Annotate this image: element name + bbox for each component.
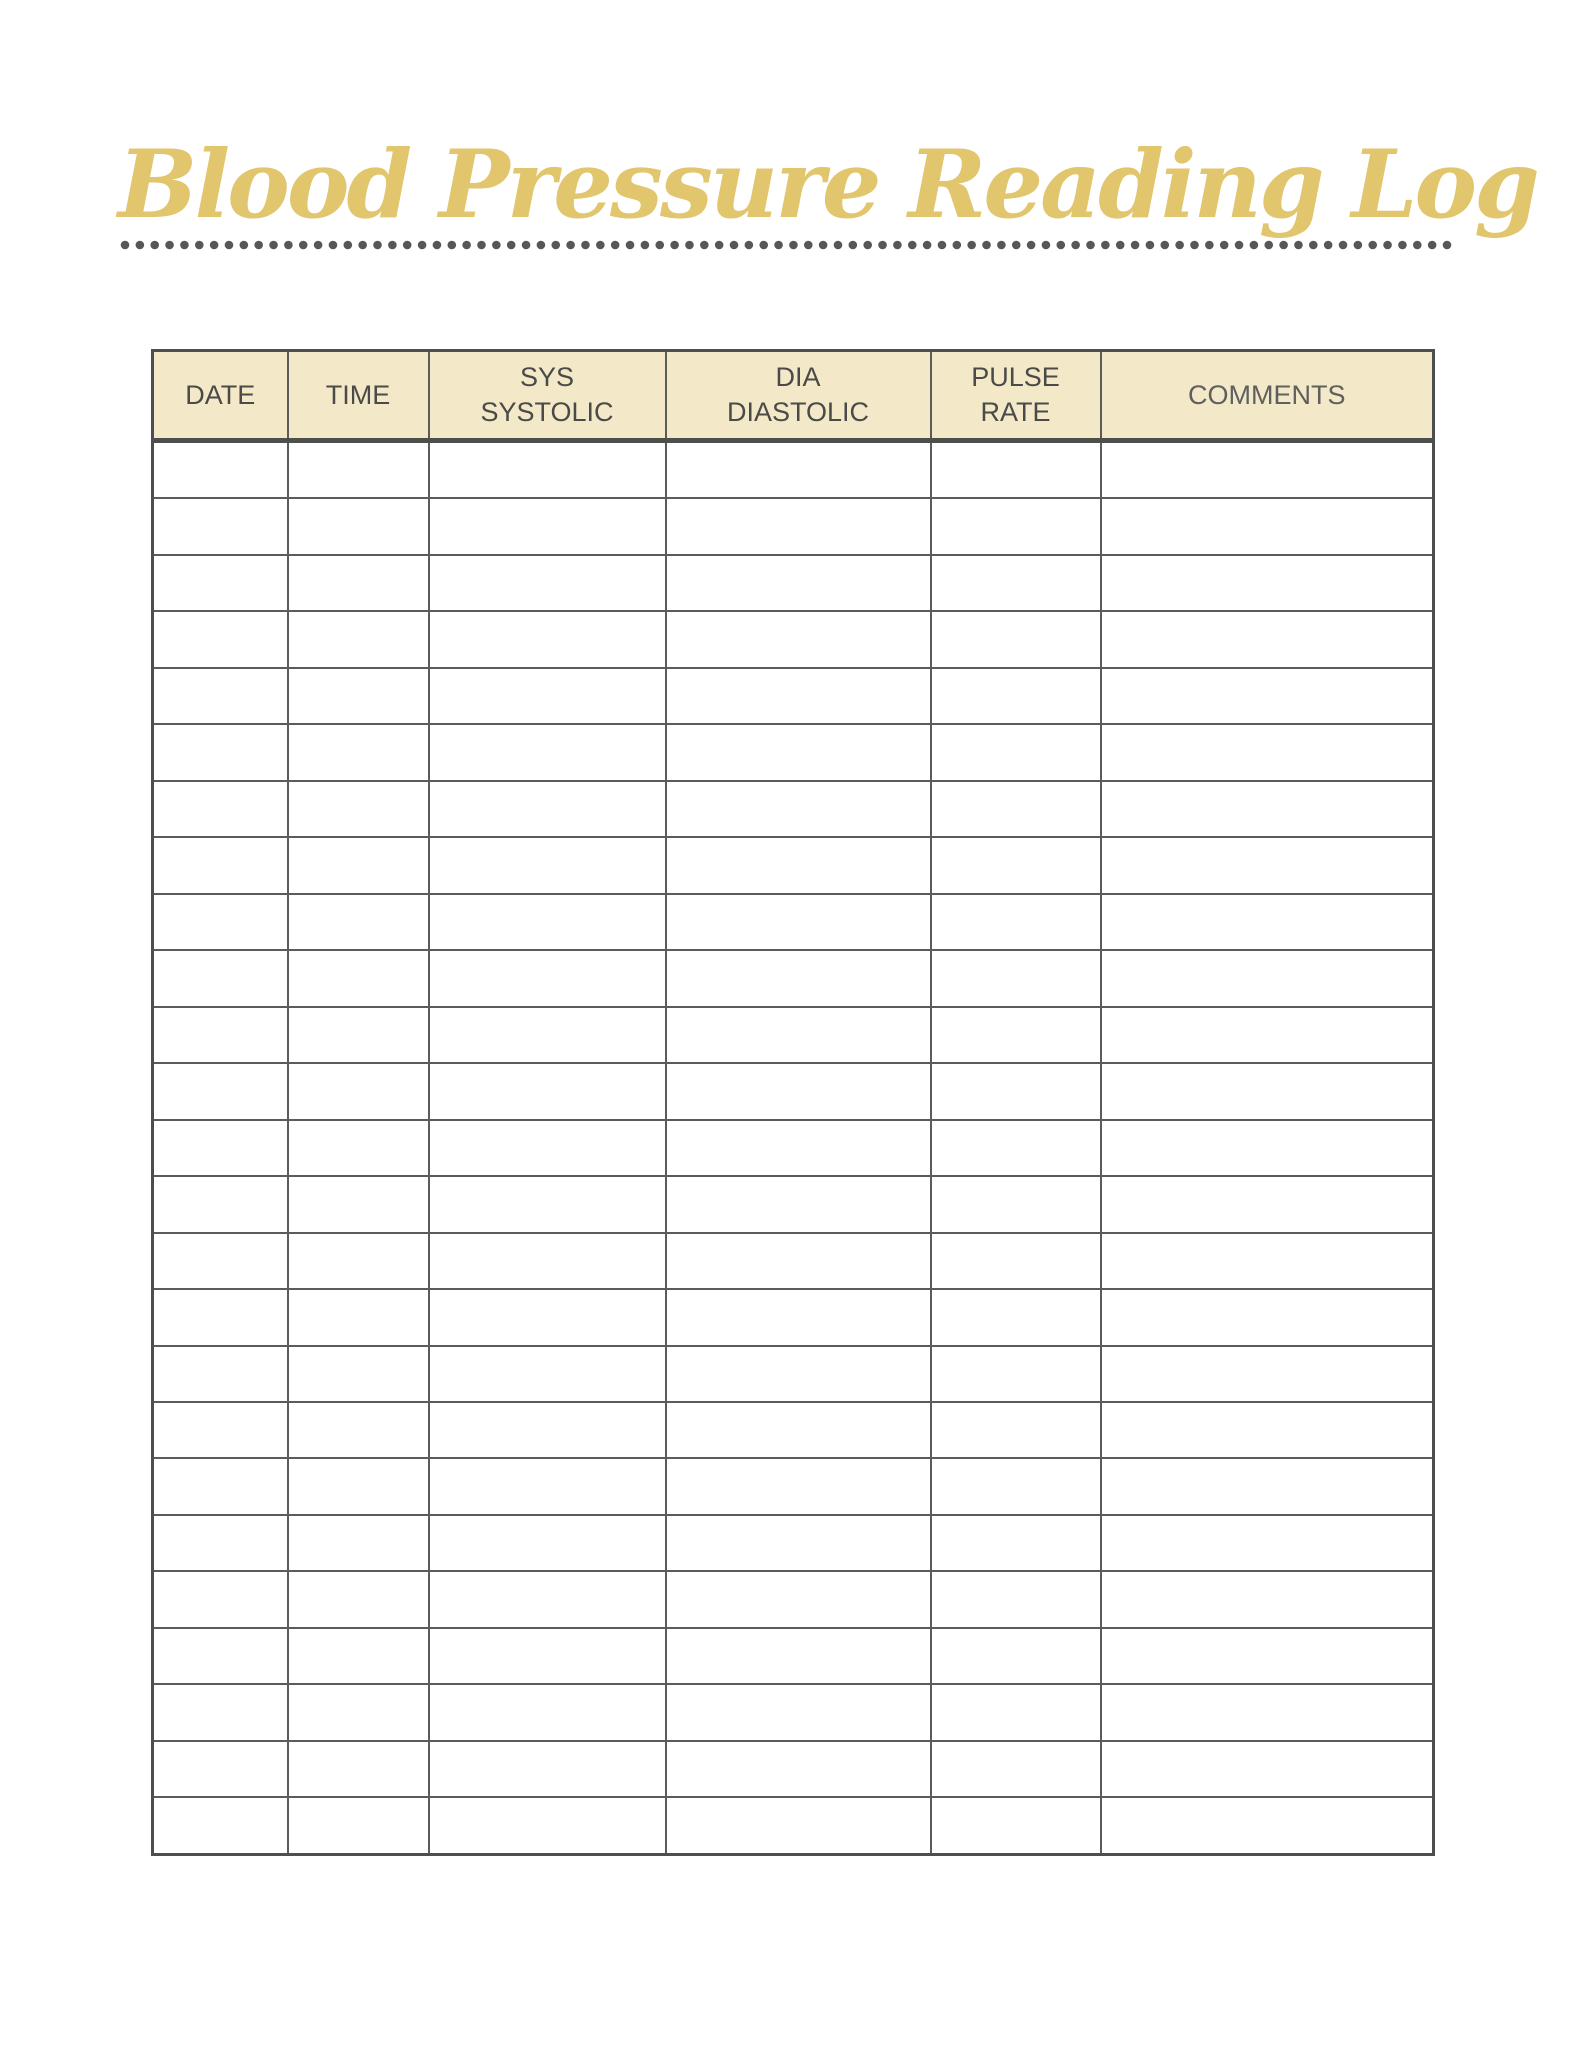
cell-diastolic[interactable]: [666, 1233, 931, 1289]
cell-pulse-rate[interactable]: [931, 1515, 1101, 1571]
divider-dot: [1220, 241, 1229, 250]
cell-comments[interactable]: [1101, 950, 1434, 1006]
divider-dot: [1339, 241, 1348, 250]
table-row: [153, 611, 1434, 667]
cell-comments[interactable]: [1101, 1233, 1434, 1289]
cell-time[interactable]: [288, 781, 429, 837]
divider-dot: [626, 241, 635, 250]
cell-time[interactable]: [288, 894, 429, 950]
cell-comments[interactable]: [1101, 1741, 1434, 1797]
cell-comments[interactable]: [1101, 1684, 1434, 1740]
divider-dot: [774, 241, 783, 250]
divider-dot: [537, 241, 546, 250]
cell-time[interactable]: [288, 1797, 429, 1854]
header-pulse-rate: PULSE RATE: [931, 351, 1101, 441]
header-comments: COMMENTS: [1101, 351, 1434, 441]
divider-dot: [1160, 241, 1169, 250]
table-body: [153, 441, 1434, 1855]
cell-date[interactable]: [153, 1515, 288, 1571]
dotted-divider: [118, 238, 1454, 252]
table-row: [153, 1628, 1434, 1684]
cell-pulse-rate[interactable]: [931, 1684, 1101, 1740]
divider-dot: [1250, 241, 1259, 250]
divider-dot: [611, 241, 620, 250]
cell-diastolic[interactable]: [666, 724, 931, 780]
cell-diastolic[interactable]: [666, 611, 931, 667]
cell-systolic[interactable]: [429, 1741, 666, 1797]
divider-dot: [1294, 241, 1303, 250]
cell-diastolic[interactable]: [666, 837, 931, 893]
table-row: [153, 1797, 1434, 1854]
cell-comments[interactable]: [1101, 1346, 1434, 1402]
cell-pulse-rate[interactable]: [931, 668, 1101, 724]
table-row: [153, 1176, 1434, 1232]
cell-systolic[interactable]: [429, 724, 666, 780]
cell-systolic[interactable]: [429, 1346, 666, 1402]
divider-dot: [447, 241, 456, 250]
cell-date[interactable]: [153, 724, 288, 780]
divider-dot: [1398, 241, 1407, 250]
cell-diastolic[interactable]: [666, 950, 931, 1006]
cell-pulse-rate[interactable]: [931, 1120, 1101, 1176]
divider-dot: [418, 241, 427, 250]
divider-dot: [849, 241, 858, 250]
divider-dot: [1354, 241, 1363, 250]
divider-dot: [344, 241, 353, 250]
divider-dot: [225, 241, 234, 250]
divider-dot: [789, 241, 798, 250]
divider-dot: [522, 241, 531, 250]
cell-systolic[interactable]: [429, 1684, 666, 1740]
cell-time[interactable]: [288, 1571, 429, 1627]
cell-systolic[interactable]: [429, 1233, 666, 1289]
cell-comments[interactable]: [1101, 781, 1434, 837]
divider-dot: [195, 241, 204, 250]
table-header: [153, 351, 1434, 441]
cell-date[interactable]: [153, 1741, 288, 1797]
table-row: [153, 1571, 1434, 1627]
divider-dot: [1190, 241, 1199, 250]
divider-dot: [1042, 241, 1051, 250]
cell-pulse-rate[interactable]: [931, 1007, 1101, 1063]
cell-systolic[interactable]: [429, 1515, 666, 1571]
cell-pulse-rate[interactable]: [931, 1458, 1101, 1514]
cell-systolic[interactable]: [429, 1797, 666, 1854]
cell-systolic[interactable]: [429, 894, 666, 950]
table-row: [153, 1289, 1434, 1345]
cell-diastolic[interactable]: [666, 1458, 931, 1514]
divider-dot: [670, 241, 679, 250]
divider-dot: [715, 241, 724, 250]
cell-date[interactable]: [153, 668, 288, 724]
divider-dot: [1116, 241, 1125, 250]
divider-dot: [1071, 241, 1080, 250]
cell-diastolic[interactable]: [666, 1571, 931, 1627]
divider-dot: [596, 241, 605, 250]
cell-time[interactable]: [288, 1458, 429, 1514]
cell-comments[interactable]: [1101, 724, 1434, 780]
divider-dot: [403, 241, 412, 250]
cell-comments[interactable]: [1101, 668, 1434, 724]
divider-dot: [1264, 241, 1273, 250]
divider-dot: [1131, 241, 1140, 250]
divider-dot: [240, 241, 249, 250]
divider-dot: [1413, 241, 1422, 250]
table-row: [153, 1458, 1434, 1514]
divider-dot: [1383, 241, 1392, 250]
table-row: [153, 1063, 1434, 1119]
cell-comments[interactable]: [1101, 1120, 1434, 1176]
cell-diastolic[interactable]: [666, 1007, 931, 1063]
cell-comments[interactable]: [1101, 837, 1434, 893]
cell-time[interactable]: [288, 1628, 429, 1684]
divider-dot: [685, 241, 694, 250]
cell-time[interactable]: [288, 611, 429, 667]
cell-comments[interactable]: [1101, 1515, 1434, 1571]
cell-pulse-rate[interactable]: [931, 555, 1101, 611]
cell-pulse-rate[interactable]: [931, 1063, 1101, 1119]
table-row: [153, 555, 1434, 611]
cell-diastolic[interactable]: [666, 1402, 931, 1458]
divider-dot: [284, 241, 293, 250]
table-row: [153, 781, 1434, 837]
cell-date[interactable]: [153, 781, 288, 837]
cell-comments[interactable]: [1101, 1458, 1434, 1514]
cell-pulse-rate[interactable]: [931, 781, 1101, 837]
divider-dot: [329, 241, 338, 250]
cell-systolic[interactable]: [429, 1063, 666, 1119]
divider-dot: [759, 241, 768, 250]
cell-systolic[interactable]: [429, 837, 666, 893]
divider-dot: [388, 241, 397, 250]
table-row: [153, 1741, 1434, 1797]
cell-systolic[interactable]: [429, 1458, 666, 1514]
cell-date[interactable]: [153, 441, 288, 499]
divider-dot: [1279, 241, 1288, 250]
cell-date[interactable]: [153, 1402, 288, 1458]
divider-dot: [269, 241, 278, 250]
table-row: [153, 1684, 1434, 1740]
cell-diastolic[interactable]: [666, 441, 931, 499]
divider-dot: [1146, 241, 1155, 250]
cell-diastolic[interactable]: [666, 781, 931, 837]
cell-pulse-rate[interactable]: [931, 1176, 1101, 1232]
divider-dot: [1027, 241, 1036, 250]
cell-comments[interactable]: [1101, 1007, 1434, 1063]
cell-date[interactable]: [153, 1628, 288, 1684]
cell-systolic[interactable]: [429, 781, 666, 837]
cell-diastolic[interactable]: [666, 1684, 931, 1740]
divider-dot: [1309, 241, 1318, 250]
cell-date[interactable]: [153, 555, 288, 611]
cell-pulse-rate[interactable]: [931, 1289, 1101, 1345]
divider-dot: [804, 241, 813, 250]
cell-time[interactable]: [288, 1346, 429, 1402]
divider-dot: [1086, 241, 1095, 250]
cell-date[interactable]: [153, 498, 288, 554]
cell-systolic[interactable]: [429, 668, 666, 724]
cell-comments[interactable]: [1101, 611, 1434, 667]
divider-dot: [1443, 241, 1452, 250]
cell-pulse-rate[interactable]: [931, 837, 1101, 893]
cell-comments[interactable]: [1101, 1797, 1434, 1854]
cell-diastolic[interactable]: [666, 668, 931, 724]
cell-systolic[interactable]: [429, 1628, 666, 1684]
divider-dot: [1428, 241, 1437, 250]
cell-comments[interactable]: [1101, 555, 1434, 611]
cell-date[interactable]: [153, 1063, 288, 1119]
cell-pulse-rate[interactable]: [931, 950, 1101, 1006]
divider-dot: [1205, 241, 1214, 250]
divider-dot: [373, 241, 382, 250]
divider-dot: [997, 241, 1006, 250]
divider-dot: [433, 241, 442, 250]
cell-time[interactable]: [288, 950, 429, 1006]
cell-systolic[interactable]: [429, 950, 666, 1006]
cell-diastolic[interactable]: [666, 1515, 931, 1571]
cell-diastolic[interactable]: [666, 1628, 931, 1684]
divider-dot: [745, 241, 754, 250]
cell-time[interactable]: [288, 441, 429, 499]
table-row: [153, 894, 1434, 950]
cell-date[interactable]: [153, 1571, 288, 1627]
cell-systolic[interactable]: [429, 441, 666, 499]
divider-dot: [180, 241, 189, 250]
cell-time[interactable]: [288, 555, 429, 611]
blood-pressure-log-table: [151, 349, 1435, 1856]
divider-dot: [908, 241, 917, 250]
divider-dot: [700, 241, 709, 250]
table-row: [153, 1402, 1434, 1458]
cell-time[interactable]: [288, 1684, 429, 1740]
cell-diastolic[interactable]: [666, 1063, 931, 1119]
cell-pulse-rate[interactable]: [931, 1233, 1101, 1289]
cell-diastolic[interactable]: [666, 498, 931, 554]
cell-pulse-rate[interactable]: [931, 894, 1101, 950]
cell-comments[interactable]: [1101, 894, 1434, 950]
divider-dot: [121, 241, 130, 250]
divider-dot: [254, 241, 263, 250]
cell-pulse-rate[interactable]: [931, 1741, 1101, 1797]
divider-dot: [953, 241, 962, 250]
cell-comments[interactable]: [1101, 1289, 1434, 1345]
table-row: [153, 1120, 1434, 1176]
divider-dot: [1175, 241, 1184, 250]
cell-diastolic[interactable]: [666, 1797, 931, 1854]
cell-diastolic[interactable]: [666, 1289, 931, 1345]
cell-systolic[interactable]: [429, 1120, 666, 1176]
cell-pulse-rate[interactable]: [931, 1797, 1101, 1854]
divider-dot: [967, 241, 976, 250]
divider-dot: [566, 241, 575, 250]
divider-dot: [655, 241, 664, 250]
cell-systolic[interactable]: [429, 1402, 666, 1458]
cell-comments[interactable]: [1101, 1628, 1434, 1684]
cell-systolic[interactable]: [429, 555, 666, 611]
divider-dot: [492, 241, 501, 250]
cell-time[interactable]: [288, 724, 429, 780]
divider-dot: [730, 241, 739, 250]
divider-dot: [1101, 241, 1110, 250]
cell-pulse-rate[interactable]: [931, 1628, 1101, 1684]
header-systolic: SYS SYSTOLIC: [429, 351, 666, 441]
cell-comments[interactable]: [1101, 1176, 1434, 1232]
cell-time[interactable]: [288, 1120, 429, 1176]
divider-dot: [358, 241, 367, 250]
cell-time[interactable]: [288, 1063, 429, 1119]
cell-pulse-rate[interactable]: [931, 1346, 1101, 1402]
header-time: TIME: [288, 351, 429, 441]
table-row: [153, 441, 1434, 499]
divider-dot: [641, 241, 650, 250]
cell-date[interactable]: [153, 1233, 288, 1289]
cell-systolic[interactable]: [429, 611, 666, 667]
header-diastolic: DIA DIASTOLIC: [666, 351, 931, 441]
divider-dot: [834, 241, 843, 250]
cell-time[interactable]: [288, 668, 429, 724]
cell-time[interactable]: [288, 837, 429, 893]
divider-dot: [982, 241, 991, 250]
divider-dot: [581, 241, 590, 250]
divider-dot: [1057, 241, 1066, 250]
divider-dot: [551, 241, 560, 250]
divider-dot: [165, 241, 174, 250]
cell-date[interactable]: [153, 1007, 288, 1063]
cell-pulse-rate[interactable]: [931, 498, 1101, 554]
cell-systolic[interactable]: [429, 1571, 666, 1627]
cell-diastolic[interactable]: [666, 894, 931, 950]
divider-dot: [210, 241, 219, 250]
cell-time[interactable]: [288, 1176, 429, 1232]
divider-dot: [1235, 241, 1244, 250]
table-row: [153, 1233, 1434, 1289]
cell-comments[interactable]: [1101, 498, 1434, 554]
cell-diastolic[interactable]: [666, 1120, 931, 1176]
divider-dot: [893, 241, 902, 250]
cell-systolic[interactable]: [429, 1176, 666, 1232]
cell-pulse-rate[interactable]: [931, 441, 1101, 499]
divider-dot: [819, 241, 828, 250]
cell-comments[interactable]: [1101, 441, 1434, 499]
divider-dot: [1012, 241, 1021, 250]
cell-time[interactable]: [288, 1233, 429, 1289]
divider-dot: [477, 241, 486, 250]
table-row: [153, 1007, 1434, 1063]
cell-pulse-rate[interactable]: [931, 1571, 1101, 1627]
cell-date[interactable]: [153, 1797, 288, 1854]
cell-diastolic[interactable]: [666, 1741, 931, 1797]
table-row: [153, 1515, 1434, 1571]
table-row: [153, 724, 1434, 780]
header-date: DATE: [153, 351, 288, 441]
divider-dot: [136, 241, 145, 250]
cell-date[interactable]: [153, 837, 288, 893]
cell-systolic[interactable]: [429, 498, 666, 554]
cell-pulse-rate[interactable]: [931, 611, 1101, 667]
cell-pulse-rate[interactable]: [931, 724, 1101, 780]
cell-time[interactable]: [288, 1741, 429, 1797]
cell-time[interactable]: [288, 1007, 429, 1063]
cell-date[interactable]: [153, 1346, 288, 1402]
cell-diastolic[interactable]: [666, 555, 931, 611]
cell-time[interactable]: [288, 1402, 429, 1458]
divider-dot: [923, 241, 932, 250]
cell-diastolic[interactable]: [666, 1176, 931, 1232]
divider-dot: [878, 241, 887, 250]
cell-time[interactable]: [288, 1289, 429, 1345]
divider-dot: [863, 241, 872, 250]
cell-comments[interactable]: [1101, 1571, 1434, 1627]
table-row: [153, 950, 1434, 1006]
divider-dot: [507, 241, 516, 250]
divider-dot: [150, 241, 159, 250]
divider-dot: [299, 241, 308, 250]
cell-comments[interactable]: [1101, 1402, 1434, 1458]
table-row: [153, 837, 1434, 893]
cell-date[interactable]: [153, 1176, 288, 1232]
divider-dot: [462, 241, 471, 250]
cell-date[interactable]: [153, 1120, 288, 1176]
page-title: Blood Pressure Reading Log: [118, 130, 1537, 240]
cell-diastolic[interactable]: [666, 1346, 931, 1402]
divider-dot: [938, 241, 947, 250]
cell-time[interactable]: [288, 1515, 429, 1571]
cell-date[interactable]: [153, 894, 288, 950]
cell-systolic[interactable]: [429, 1007, 666, 1063]
cell-date[interactable]: [153, 611, 288, 667]
divider-dot: [1324, 241, 1333, 250]
cell-date[interactable]: [153, 1289, 288, 1345]
cell-date[interactable]: [153, 950, 288, 1006]
header-row: [153, 351, 1434, 441]
cell-date[interactable]: [153, 1684, 288, 1740]
cell-date[interactable]: [153, 1458, 288, 1514]
cell-systolic[interactable]: [429, 1289, 666, 1345]
cell-time[interactable]: [288, 498, 429, 554]
table-row: [153, 1346, 1434, 1402]
table-row: [153, 498, 1434, 554]
divider-dot: [314, 241, 323, 250]
divider-dot: [1368, 241, 1377, 250]
cell-pulse-rate[interactable]: [931, 1402, 1101, 1458]
table-row: [153, 668, 1434, 724]
cell-comments[interactable]: [1101, 1063, 1434, 1119]
